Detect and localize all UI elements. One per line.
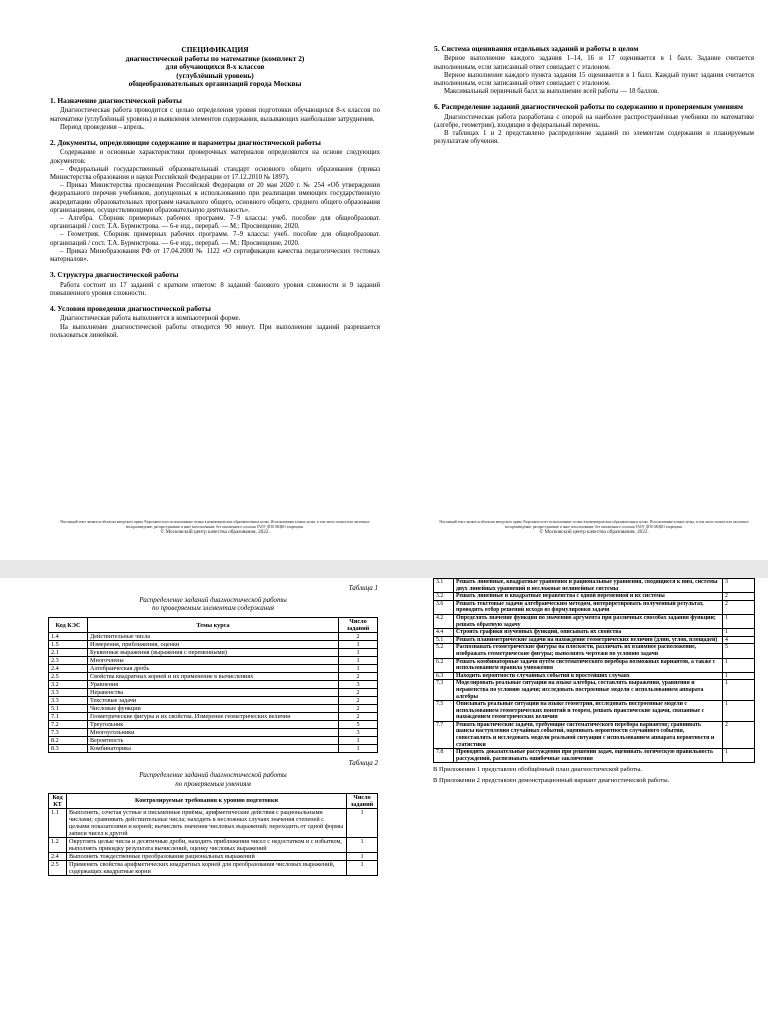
table-row xyxy=(434,721,755,748)
appendix-note: В Приложении 2 представлен демонстрационный вариант диагностической работы. xyxy=(433,777,670,785)
code-cell: 7.1 xyxy=(49,713,88,721)
paragraph: – Алгебра. Сборник примерных рабочих программ. 7–9 классы: учеб. пособие для общеобразоват. организаций / сост. Т.А. Бурмистрова. — 6-е изд., перераб. — М.: Просвещение, 2020. xyxy=(50,215,380,231)
description-cell: Моделировать реальные ситуации на языке алгебры, составлять выражения, уравнения и неравенства по условию задачи; исследовать построенные модели с использованием аппарата алгебры xyxy=(454,680,723,701)
table-row xyxy=(434,701,755,722)
code-cell: 3.1 xyxy=(434,579,454,593)
count-cell: 1 xyxy=(723,672,755,680)
code-cell: 4.2 xyxy=(434,614,454,628)
description-cell: Алгебраическая дробь xyxy=(88,665,339,673)
code-cell: 1.1 xyxy=(49,808,67,837)
paragraph: – Приказ Министерства просвещения Российской Федерации от 20 мая 2020 г. № 254 «Об утверждении федерального перечня учебников, допущенных к использованию при реализации имеющих государственную аккредитацию образовательных программ начального общего, основного общего, среднего общего образования организациями, осуществляющими образовательную деятельность». xyxy=(50,182,380,214)
content-elements-table xyxy=(48,617,378,753)
table-body xyxy=(49,633,378,753)
paragraph: – Приказ Минобразования РФ от 17.04.2000 № 1122 «О сертификации качества педагогических тестовых материалов». xyxy=(50,247,380,264)
title-line: (углублённый уровень) xyxy=(176,70,254,80)
page-gap xyxy=(0,560,768,578)
table-row xyxy=(49,681,378,689)
count-cell: 5 xyxy=(339,721,378,729)
table-header-row xyxy=(49,793,378,808)
table-row xyxy=(49,673,378,681)
count-cell: 1 xyxy=(339,745,378,753)
paragraph: На выполнение диагностической работы отводится 90 минут. При выполнении заданий разрешается пользоваться линейкой. xyxy=(50,323,380,339)
table-row xyxy=(434,593,755,601)
code-cell: 1.4 xyxy=(49,633,88,641)
count-cell: 1 xyxy=(723,749,755,763)
table-row xyxy=(49,721,378,729)
caption-line: Распределение заданий диагностической работы xyxy=(139,771,287,780)
table-row xyxy=(434,644,755,658)
table-row xyxy=(49,737,378,745)
paragraph: Максимальный первичный балл за выполнение всей работы — 18 баллов. xyxy=(444,88,659,96)
section-heading: 2. Документы, определяющие содержание и параметры диагностической работы xyxy=(50,137,321,147)
paragraph: Содержание и основные характеристики проверочных материалов определяются на основе следующих документов: xyxy=(50,149,380,165)
paragraph: Работа состоит из 17 заданий с кратким ответом: 8 заданий базового уровня сложности и 9 заданий повышенного уровня сложности. xyxy=(50,281,380,297)
count-cell: 1 xyxy=(339,641,378,649)
table-row xyxy=(49,860,378,875)
section-heading: 3. Структура диагностической работы xyxy=(50,270,179,280)
section-heading: 5. Система оценивания отдельных заданий и работы в целом xyxy=(434,44,639,53)
paragraph: Верное выполнение каждого пункта задания 15 оценивается в 1 балл. Каждый пункт задания считается выполненным, если записанный ответ совпадает с эталоном. xyxy=(434,71,754,88)
code-cell: 7.7 xyxy=(434,721,454,748)
description-cell: Находить вероятности случайных событий в простейших случаях xyxy=(454,672,723,680)
table-row xyxy=(434,636,755,644)
table-row xyxy=(49,641,378,649)
title-line: общеобразовательных организаций города Москвы xyxy=(128,79,302,89)
description-cell: Выполнять, сочетая устные и письменные приёмы, арифметические действия с рациональными числами; сравнивать действительные числа; находить в несложных случаях значения степеней с целыми показателями и корней; вычислять значения числовых выражений; переходить от одной формы записи чисел к другой xyxy=(67,808,347,837)
paragraph: Диагностическая работа разработана с опорой на наиболее распространённые учебники по математике (алгебре, геометрии), входящие в федеральный перечень. xyxy=(434,113,754,130)
footer-fine-print: Настоящий текст является объектом авторского права. Разрешается его использование только в некоммерческих образовательных целях. Использование в иных целях, в том числе полное или частичное воспроизведение, распространение и иное использование, без письменного согласия ГАОУ ДПО МЦКО запрещено. xyxy=(439,520,749,529)
caption-line: Распределение заданий диагностической работы xyxy=(139,596,287,604)
table-row xyxy=(49,665,378,673)
table-row xyxy=(434,600,755,614)
code-cell: 1.5 xyxy=(49,641,88,649)
description-cell: Многоугольники xyxy=(88,729,339,737)
table-row xyxy=(49,852,378,860)
code-cell: 7.3 xyxy=(49,729,88,737)
description-cell: Вероятность xyxy=(88,737,339,745)
spec-page-4 xyxy=(433,578,755,1024)
paragraph: В таблицах 1 и 2 представлено распределение заданий по элементам содержания и планируемым результатам обучения. xyxy=(434,130,754,146)
code-cell: 2.1 xyxy=(49,649,88,657)
table-row xyxy=(434,658,755,672)
count-cell: 1 xyxy=(723,701,755,722)
description-cell: Буквенные выражения (выражения с переменными) xyxy=(88,649,339,657)
table-row xyxy=(434,749,755,763)
title-line: диагностической работы по математике (комплект 2) xyxy=(125,53,305,63)
count-cell: 3 xyxy=(339,729,378,737)
description-cell: Строить графики изученных функций, описывать их свойства xyxy=(454,629,723,637)
count-cell: 1 xyxy=(339,665,378,673)
count-cell: 4 xyxy=(723,636,755,644)
description-cell: Свойства квадратных корней и их применение в вычислениях xyxy=(88,673,339,681)
count-cell: 1 xyxy=(723,658,755,672)
code-cell: 2.3 xyxy=(49,657,88,665)
description-cell: Треугольник xyxy=(88,721,339,729)
count-cell: 1 xyxy=(347,808,378,837)
table-body xyxy=(49,808,378,875)
count-cell: 1 xyxy=(723,680,755,701)
table-row xyxy=(49,713,378,721)
code-cell: 8.2 xyxy=(49,737,88,745)
count-cell: 2 xyxy=(723,721,755,748)
table-row xyxy=(49,649,378,657)
description-cell: Округлять целые числа и десятичные дроби, находить приближения чисел с недостатком и с избытком, выполнять прикидку результата вычислений, оценку числовых выражений xyxy=(67,837,347,852)
description-cell: Определять значение функции по значению аргумента при различных способах задания функции; решать обратную задачу xyxy=(454,614,723,628)
code-cell: 2.4 xyxy=(49,665,88,673)
code-cell: 3.2 xyxy=(434,593,454,601)
code-cell: 3.6 xyxy=(434,600,454,614)
table-caption xyxy=(48,771,378,787)
table-row xyxy=(434,614,755,628)
description-cell: Геометрические фигуры и их свойства. Измерение геометрических величин xyxy=(88,713,339,721)
table-row xyxy=(434,629,755,637)
spec-page-3 xyxy=(48,578,378,1024)
appendix-note: В Приложении 1 представлен обобщённый план диагностической работы. xyxy=(433,766,643,774)
table-row xyxy=(49,837,378,852)
count-cell: 3 xyxy=(339,681,378,689)
paragraph: Диагностическая работа проводится с целью определения уровня подготовки обучающихся 8-х классов по математике (углублённый уровень) и выявления элементов содержания, вызывающих наибольшие затруднения. xyxy=(50,107,380,123)
description-cell: Действительные числа xyxy=(88,633,339,641)
spec-page-1 xyxy=(50,38,380,558)
count-cell: 2 xyxy=(339,689,378,697)
description-cell: Измерения, приближения, оценки xyxy=(88,641,339,649)
column-header: Код КТ xyxy=(49,793,67,808)
count-cell: 5 xyxy=(723,644,755,658)
count-cell: 2 xyxy=(723,600,755,614)
description-cell: Описывать реальные ситуации на языке геометрии, исследовать построенные модели с использованием геометрических понятий и теорем, решать практические задачи, связанные с нахождением геометрических величин xyxy=(454,701,723,722)
count-cell: 1 xyxy=(347,860,378,875)
table-row xyxy=(49,633,378,641)
count-cell: 1 xyxy=(339,737,378,745)
code-cell: 3.2 xyxy=(49,681,88,689)
caption-line: по проверяемым умениям xyxy=(175,779,251,788)
code-cell: 3.3 xyxy=(49,689,88,697)
count-cell: 1 xyxy=(339,657,378,665)
footer-copyright: © Московский центр качества образования, 2022. xyxy=(160,529,270,535)
code-cell: 2.4 xyxy=(49,852,67,860)
page-footer xyxy=(50,520,380,536)
section-heading: 4. Условия проведения диагностической работы xyxy=(50,304,211,314)
count-cell: 2 xyxy=(339,713,378,721)
code-cell: 5.1 xyxy=(434,636,454,644)
paragraph: Период проведения – апрель. xyxy=(60,123,145,131)
code-cell: 6.3 xyxy=(434,672,454,680)
code-cell: 1.2 xyxy=(49,837,67,852)
description-cell: Решать практические задачи, требующие систематического перебора вариантов; сравнивать шансы наступления случайных событий, оценивать вероятности случайного события, сопоставлять и исследовать модели реальной ситуации с использованием аппарата вероятности и статистики xyxy=(454,721,723,748)
description-cell: Решать линейные и квадратные неравенства с одной переменной и их системы xyxy=(454,593,723,601)
code-cell: 7.3 xyxy=(434,680,454,701)
description-cell: Уравнения xyxy=(88,681,339,689)
column-header: Число заданий xyxy=(347,793,378,808)
description-cell: Проводить доказательные рассуждения при решении задач, оценивать логическую правильность рассуждений, распознавать ошибочные заключения xyxy=(454,749,723,763)
code-cell: 7.2 xyxy=(49,721,88,729)
description-cell: Решать комбинаторные задачи путём систематического перебора возможных вариантов, а также с использованием правила умножения xyxy=(454,658,723,672)
skills-table xyxy=(48,793,378,876)
table-row xyxy=(434,680,755,701)
table-header-row xyxy=(49,618,378,633)
code-cell: 8.3 xyxy=(49,745,88,753)
description-cell: Текстовые задачи xyxy=(88,697,339,705)
count-cell: 1 xyxy=(347,837,378,852)
title-line: для обучающихся 8-х классов xyxy=(165,62,265,72)
description-cell: Решать текстовые задачи алгебраическим методом, интерпретировать полученный результат, проводить отбор решений исходя из формулировки задачи xyxy=(454,600,723,614)
table-row xyxy=(49,729,378,737)
code-cell: 7.8 xyxy=(434,749,454,763)
skills-table-continued xyxy=(433,578,755,763)
code-cell: 6.2 xyxy=(434,658,454,672)
code-cell: 2.5 xyxy=(49,860,67,875)
description-cell: Комбинаторика xyxy=(88,745,339,753)
count-cell: 2 xyxy=(339,633,378,641)
page-footer xyxy=(434,520,754,536)
description-cell: Выполнять тождественные преобразования рациональных выражений xyxy=(67,852,347,860)
count-cell: 1 xyxy=(723,629,755,637)
description-cell: Многочлены xyxy=(88,657,339,665)
description-cell: Неравенства xyxy=(88,689,339,697)
table-row xyxy=(49,705,378,713)
count-cell: 1 xyxy=(339,649,378,657)
description-cell: Решать планиметрические задачи на нахождение геометрических величин (длин, углов, площадей) xyxy=(454,636,723,644)
code-cell: 5.1 xyxy=(49,705,88,713)
description-cell: Распознавать геометрические фигуры на плоскости, различать их взаимное расположение, изображать геометрические фигуры; выполнять чертежи по условию задачи xyxy=(454,644,723,658)
section-heading: 6. Распределение заданий диагностической работы по содержанию и проверяемым умениям xyxy=(434,102,743,112)
table-row xyxy=(49,689,378,697)
count-cell: 2 xyxy=(339,705,378,713)
column-header: Число заданий xyxy=(339,618,378,633)
count-cell: 1 xyxy=(723,614,755,628)
paragraph: – Федеральный государственный образовательный стандарт основного общего образования (приказ Министерства образования и науки Российской Федерации от 17.12.2010 № 1897). xyxy=(50,165,380,181)
paragraph: – Геометрия. Сборник примерных рабочих программ. 7–9 классы: учеб. пособие для общеобразоват. организаций / сост. Т.А. Бурмистрова. — 6-е изд., перераб. — М.: Просвещение, 2020. xyxy=(50,231,380,247)
caption-line: по проверяемым элементам содержания xyxy=(152,604,274,613)
count-cell: 1 xyxy=(347,852,378,860)
code-cell: 3.3 xyxy=(49,697,88,705)
description-cell: Применять свойства арифметических квадратных корней для преобразования числовых выражений, содержащих квадратные корни xyxy=(67,860,347,875)
count-cell: 2 xyxy=(339,697,378,705)
column-header: Контролируемые требования к уровню подготовки xyxy=(67,793,347,808)
table-number: Таблица 2 xyxy=(348,759,378,768)
code-cell: 7.5 xyxy=(434,701,454,722)
column-header: Код КЭС xyxy=(49,618,88,633)
code-cell: 5.2 xyxy=(434,644,454,658)
table-row xyxy=(49,657,378,665)
table-row xyxy=(434,579,755,593)
document-title xyxy=(50,46,380,89)
title-line: СПЕЦИФИКАЦИЯ xyxy=(181,45,249,54)
section-heading: 1. Назначение диагностической работы xyxy=(50,95,182,105)
table-number: Таблица 1 xyxy=(348,584,378,592)
spec-page-2 xyxy=(434,38,754,558)
table-row xyxy=(49,745,378,753)
description-cell: Решать линейные, квадратные уравнения и рациональные уравнения, сводящиеся к ним, системы двух линейных уравнений и несложные нелинейные системы xyxy=(454,579,723,593)
count-cell: 2 xyxy=(723,593,755,601)
paragraph: Диагностическая работа выполняется в компьютерной форме. xyxy=(60,315,241,323)
count-cell: 2 xyxy=(339,673,378,681)
code-cell: 4.4 xyxy=(434,629,454,637)
table-row xyxy=(49,808,378,837)
table-body xyxy=(434,579,755,763)
count-cell: 3 xyxy=(723,579,755,593)
footer-copyright: © Московский центр качества образования, 2022. xyxy=(539,529,649,535)
table-row xyxy=(49,697,378,705)
footer-fine-print: Настоящий текст является объектом авторского права. Разрешается его использование только в некоммерческих образовательных целях. Использование в иных целях, в том числе полное или частичное воспроизведение, распространение и иное использование, без письменного согласия ГАОУ ДПО МЦКО запрещено. xyxy=(60,520,370,529)
column-header: Темы курса xyxy=(88,618,339,633)
paragraph: Верное выполнение каждого задания 1–14, 16 и 17 оценивается в 1 балл. Задание считается выполненным, если записанный ответ совпадает с эталоном. xyxy=(434,55,754,71)
code-cell: 2.5 xyxy=(49,673,88,681)
table-row xyxy=(434,672,755,680)
description-cell: Числовые функции xyxy=(88,705,339,713)
table-caption xyxy=(48,596,378,612)
